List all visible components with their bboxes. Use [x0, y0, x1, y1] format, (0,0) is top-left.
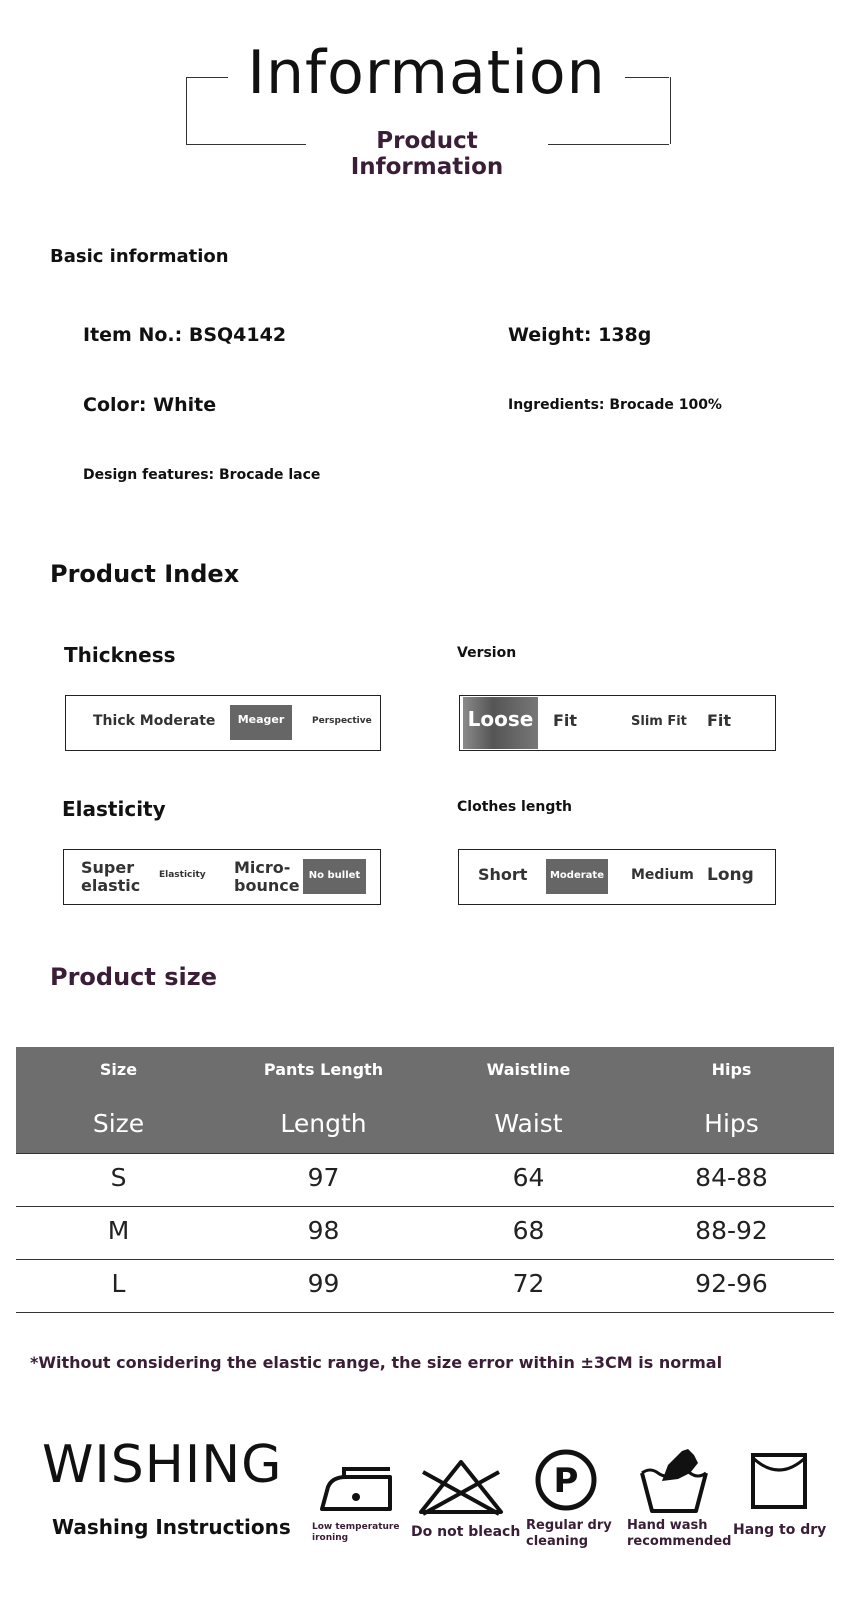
header-cell: Pants Length [263, 1060, 384, 1079]
header-cell: Waistline [486, 1060, 571, 1079]
table-row [16, 1153, 834, 1207]
clothes-length-scale [458, 849, 776, 905]
thickness-scale [65, 695, 381, 751]
version-scale [459, 695, 776, 751]
header-cell: Length [280, 1109, 367, 1138]
thickness-option-selected: Meager [230, 705, 292, 740]
table-cell: 99 [307, 1269, 340, 1298]
header-cell: Hips [711, 1060, 752, 1079]
version-option-selected: Loose [463, 697, 538, 749]
elasticity-scale [63, 849, 381, 905]
page-title: Information [247, 38, 606, 108]
table-cell: L [111, 1269, 126, 1298]
length-option: Medium [631, 867, 694, 883]
size-table-header [16, 1047, 834, 1153]
table-cell: 84-88 [695, 1163, 768, 1192]
table-cell: 88-92 [695, 1216, 768, 1245]
length-option: Short [478, 865, 528, 884]
header-rule [548, 144, 669, 145]
icon-label: Low temperature ironing [312, 1522, 400, 1543]
version-label: Version [457, 645, 517, 661]
basic-info-heading: Basic information [50, 246, 229, 267]
thickness-label: Thickness [64, 643, 176, 667]
header-cell: Size [92, 1109, 145, 1138]
icon-label: Hang to dry [733, 1522, 827, 1538]
thickness-option: Perspective [312, 716, 372, 726]
design-features: Design features: Brocade lace [83, 467, 321, 483]
product-size-heading: Product size [50, 963, 217, 991]
washing-title: WISHING [42, 1435, 283, 1495]
icon-label: Hand wash recommended [627, 1518, 732, 1549]
size-note: *Without considering the elastic range, the size error within ±3CM is normal [30, 1353, 723, 1372]
color: Color: White [83, 394, 217, 416]
elasticity-option-selected: No bullet [303, 859, 366, 894]
elasticity-label: Elasticity [62, 797, 166, 821]
version-option: Slim Fit [631, 714, 687, 729]
length-option-selected: Moderate [546, 859, 608, 894]
version-option: Fit [707, 711, 732, 730]
table-cell: 72 [512, 1269, 545, 1298]
table-row [16, 1260, 834, 1313]
do-not-bleach-icon [417, 1458, 505, 1516]
elasticity-option: Super elastic [81, 858, 141, 895]
elasticity-option: Elasticity [159, 870, 206, 880]
washing-subtitle: Washing Instructions [52, 1515, 291, 1539]
item-number: Item No.: BSQ4142 [83, 324, 287, 346]
header-rule [186, 144, 306, 145]
header-rule [186, 77, 228, 78]
weight: Weight: 138g [508, 324, 652, 346]
table-cell: M [107, 1216, 130, 1245]
product-index-heading: Product Index [50, 560, 240, 588]
dry-clean-icon [533, 1447, 599, 1513]
table-cell: 68 [512, 1216, 545, 1245]
ingredients: Ingredients: Brocade 100% [508, 397, 722, 413]
svg-text:P: P [553, 1461, 579, 1501]
page-subtitle: Product Information [350, 128, 504, 180]
size-table [16, 1047, 834, 1313]
header-rule [625, 77, 669, 78]
length-option: Long [707, 865, 754, 885]
header-cell: Size [99, 1060, 138, 1079]
thickness-option: Thick Moderate [93, 713, 216, 729]
table-cell: 64 [512, 1163, 545, 1192]
hand-wash-icon [638, 1445, 710, 1515]
header-cell: Waist [494, 1109, 563, 1138]
table-cell: 97 [307, 1163, 340, 1192]
header-cell: Hips [704, 1109, 759, 1138]
hang-dry-icon [750, 1452, 808, 1510]
elasticity-option: Micro-bounce [234, 858, 300, 895]
icon-label: Regular dry cleaning [526, 1518, 612, 1549]
table-cell: S [110, 1163, 127, 1192]
clothes-length-label: Clothes length [457, 799, 572, 815]
version-option: Fit [553, 711, 578, 730]
table-cell: 98 [307, 1216, 340, 1245]
iron-low-temperature-icon [318, 1465, 396, 1515]
table-cell: 92-96 [695, 1269, 768, 1298]
icon-label: Do not bleach [411, 1524, 521, 1540]
table-row [16, 1207, 834, 1260]
